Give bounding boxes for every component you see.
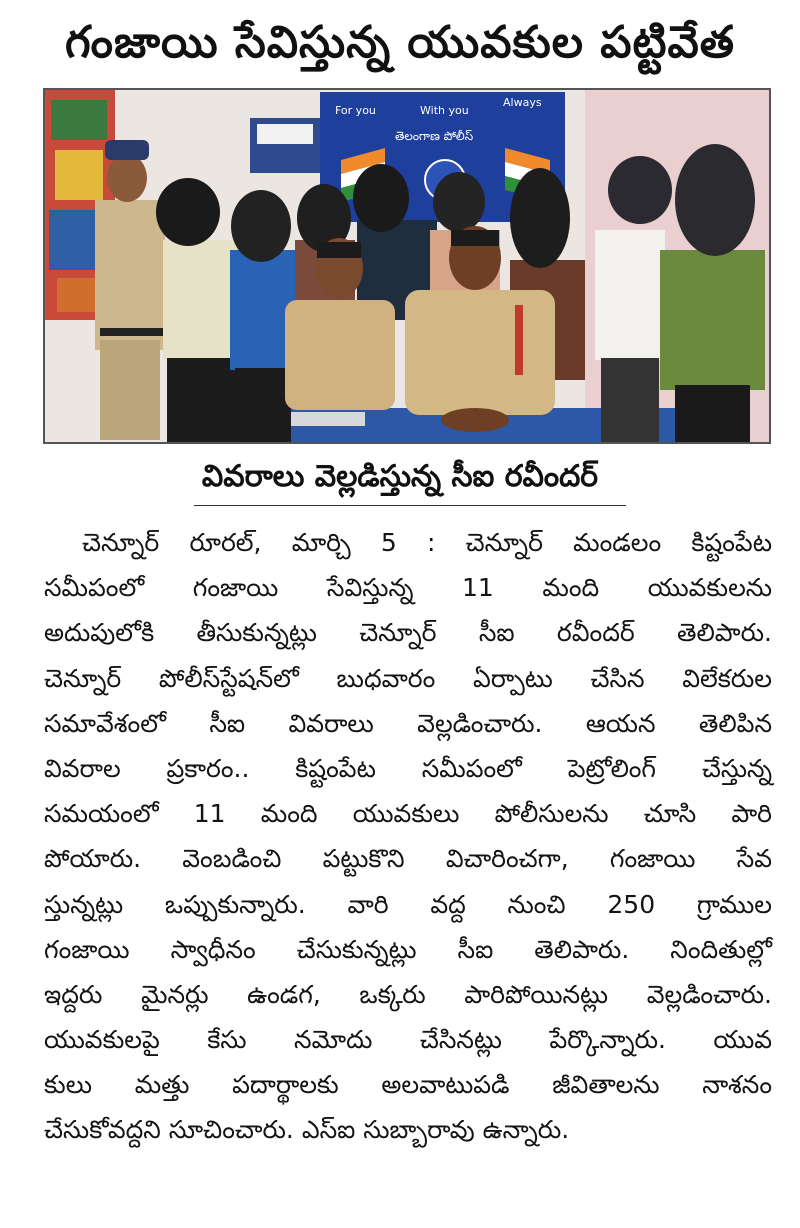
body-line: సమీపంలో గంజాయి సేవిస్తున్న 11 మంది యువకులను — [44, 573, 772, 603]
body-line: చెన్నూర్ రూరల్, మార్చి 5 : చెన్నూర్ మండలం కిష్టంపేట — [82, 528, 772, 557]
banner-text-4: తెలంగాణ పోలీస్ — [395, 129, 474, 143]
banner-text-1: For you — [335, 104, 376, 117]
body-line: సమావేశంలో సీఐ వివరాలు వెల్లడించారు. ఆయన తెలిపిన — [44, 708, 772, 738]
body-line: యువకులపై కేసు నమోదు చేసినట్లు పేర్కొన్నారు. యువ — [44, 1025, 772, 1055]
body-line: సమయంలో 11 మంది యువకులు పోలీసులను చూసి పారి — [44, 799, 772, 829]
body-line: గంజాయి స్వాధీనం చేసుకున్నట్లు సీఐ తెలిపారు. నిందితుల్లో — [44, 934, 772, 964]
body-line: వివరాల ప్రకారం.. కిష్టంపేట సమీపంలో పెట్రోలింగ్ చేస్తున్న — [44, 753, 772, 783]
body-line: కులు మత్తు పదార్థాలకు అలవాటుపడి జీవితాలను నాశనం — [44, 1070, 772, 1100]
body-line: అదుపులోకి తీసుకున్నట్లు చెన్నూర్ సీఐ రవీందర్ తెలిపారు. — [44, 618, 772, 648]
photo-caption: వివరాలు వెల్లడిస్తున్న సీఐ రవీందర్ — [201, 459, 599, 494]
body-line: పోయారు. వెంబడించి పట్టుకొని విచారించగా, గంజాయి సేవ — [44, 844, 772, 874]
news-photo — [43, 88, 771, 444]
body-line: ఇద్దరు మైనర్లు ఉండగ, ఒక్కరు పారిపోయినట్లు వెల్లడించారు. — [44, 979, 772, 1009]
body-line: చేసుకోవద్దని సూచించారు. ఎస్ఐ సుబ్బారావు ఉన్నారు. — [44, 1115, 570, 1145]
body-line: స్తున్నట్లు ఒప్పుకున్నారు. వారి వద్ద నుంచి 250 గ్రాముల — [44, 889, 772, 919]
article-headline: గంజాయి సేవిస్తున్న యువకుల పట్టివేత — [64, 17, 735, 68]
caption-divider — [194, 505, 626, 506]
article-body — [44, 520, 772, 1153]
banner-text-3: Always — [503, 96, 542, 109]
body-line: చెన్నూర్ పోలీస్‌స్టేషన్‌లో బుధవారం ఏర్పాటు చేసిన విలేకరుల — [44, 663, 772, 693]
banner-text-2: With you — [420, 104, 469, 117]
